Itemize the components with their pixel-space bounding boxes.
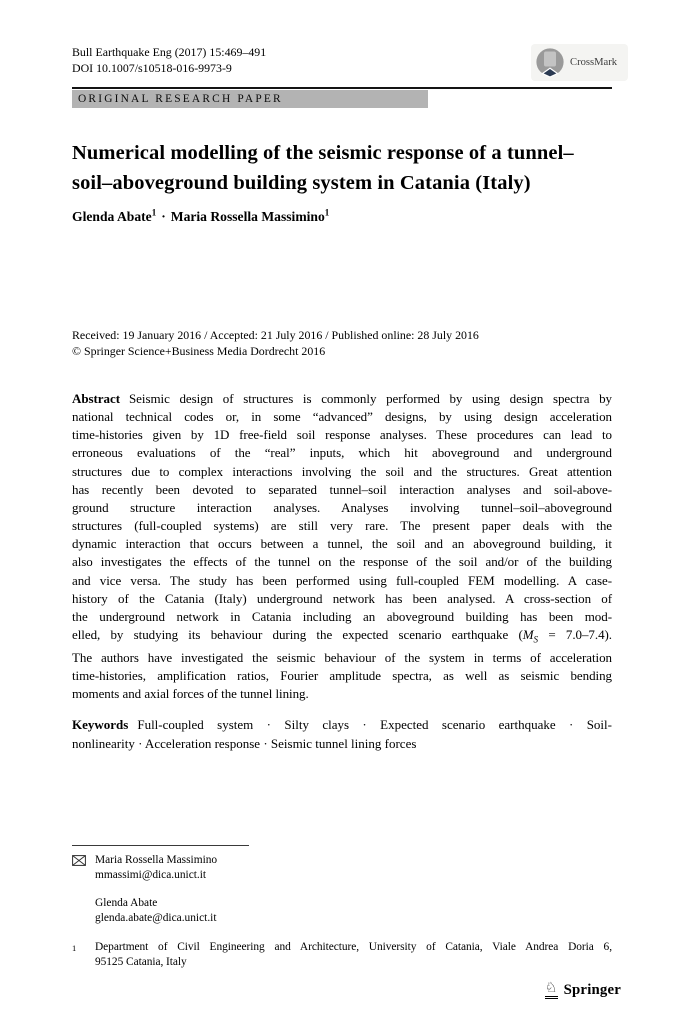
header-rule [72, 87, 612, 89]
affiliation-superscript: 1 [151, 207, 157, 217]
text-line: time-histories, amplification ratios, Fourier amplitude spectra, as well as seismic bending [72, 667, 612, 683]
text-line: structures due to complex interactions involving the soil and the structures. Great attention [72, 463, 612, 479]
affiliation-superscript: 1 [324, 207, 330, 217]
author: Maria Rossella Massimino$^1$ [170, 207, 330, 224]
affiliation-text [95, 940, 612, 970]
footnote-rule [72, 845, 249, 846]
corresponding-author-email: mmassimi@dica.unict.it [95, 869, 207, 881]
journal-header [72, 45, 266, 76]
coauthor-email: glenda.abate@dica.unict.it [95, 912, 217, 924]
author: Glenda Abate$^1$ [72, 207, 157, 224]
text-line: time-histories given by 1D free-field soil response analyses. These procedures can lead to [72, 427, 612, 443]
author-line [72, 207, 329, 225]
affiliation-block [72, 940, 613, 970]
text-line: Department of Civil Engineering and Architecture, University of Catania, Viale Andrea Doria 6, [95, 941, 612, 953]
publication-history [72, 327, 479, 359]
author-separator: · [161, 208, 166, 224]
text-line: Abstract Seismic design of structures is commonly performed by using design spectra by [72, 391, 612, 406]
crossmark-label: CrossMark [570, 57, 618, 68]
text-line: structures (full-coupled systems) are still very rare. The present paper deals with the [72, 518, 612, 534]
text-line: national technical codes or, in some “advanced” designs, by using design acceleration [72, 409, 612, 425]
text-line: history of the Catania (Italy) underground network has been analysed. A cross-section of [72, 590, 612, 606]
keywords-section [72, 716, 612, 753]
article-title [72, 139, 632, 198]
envelope-icon [72, 853, 86, 883]
text-line: erroneous evaluations of the “real” inputs, which hit aboveground and underground [72, 445, 612, 461]
footnotes [72, 853, 613, 970]
text-line: has recently been devoted to separated tunnel–soil interaction analyses and soil-above- [72, 481, 612, 497]
title-line: soil–aboveground building system in Catania (Italy) [72, 171, 531, 194]
text-line: moments and axial forces of the tunnel lining. [72, 686, 309, 702]
article-type-banner [72, 90, 428, 108]
received-accepted-line: Received: 19 January 2016 / Accepted: 21 July 2016 / Published online: 28 July 2016 [72, 328, 479, 342]
article-type-label: ORIGINAL RESEARCH PAPER [78, 93, 283, 105]
text-line: ground structure interaction analyses. Analyses involving tunnel–soil–aboveground [72, 499, 612, 515]
journal-doi: DOI 10.1007/s10518-016-9973-9 [72, 60, 232, 75]
text-line: the underground network in Catania including an aboveground building has been mod- [72, 608, 612, 624]
text-line: dynamic interaction that occurs between a tunnel, the soil and an aboveground building, it [72, 536, 612, 552]
text-line: nonlinearity · Acceleration response · Seismic tunnel lining forces [72, 735, 417, 751]
journal-citation: Bull Earthquake Eng (2017) 15:469–491 [72, 45, 267, 59]
text-line: and vice versa. The study has been performed using full-coupled FEM modelling. A case- [72, 572, 612, 588]
corresponding-author-block [72, 853, 613, 883]
corresponding-author-name: Maria Rossella Massimino [95, 854, 218, 866]
coauthor-name: Glenda Abate [95, 897, 158, 909]
crossmark-icon [535, 47, 565, 78]
text-line: also investigates the effects of the tunnel on the response of the soil and/or of the building [72, 554, 612, 570]
copyright-line: © Springer Science+Business Media Dordrecht 2016 [72, 344, 326, 359]
title-line: Numerical modelling of the seismic response of a tunnel– [72, 142, 574, 164]
text-line: 95125 Catania, Italy [95, 956, 187, 968]
springer-wordmark: Springer [563, 981, 622, 998]
affiliation-mark: 1 [72, 943, 77, 953]
text-line: elled, by studying its behaviour during the expected scenario earthquake $(M_S = 7.0-7.4)$. [72, 627, 613, 645]
abstract-section [72, 390, 612, 703]
text-line: Keywords Full-coupled system · Silty clays · Expected scenario earthquake · Soil- [72, 717, 612, 732]
springer-logo [545, 981, 621, 999]
crossmark-badge[interactable] [531, 44, 628, 81]
text-line: The authors have investigated the seismic behaviour of the system in terms of acceleration [72, 649, 612, 665]
springer-knight-icon: ♘ [545, 981, 558, 999]
coauthor-block [95, 896, 613, 926]
